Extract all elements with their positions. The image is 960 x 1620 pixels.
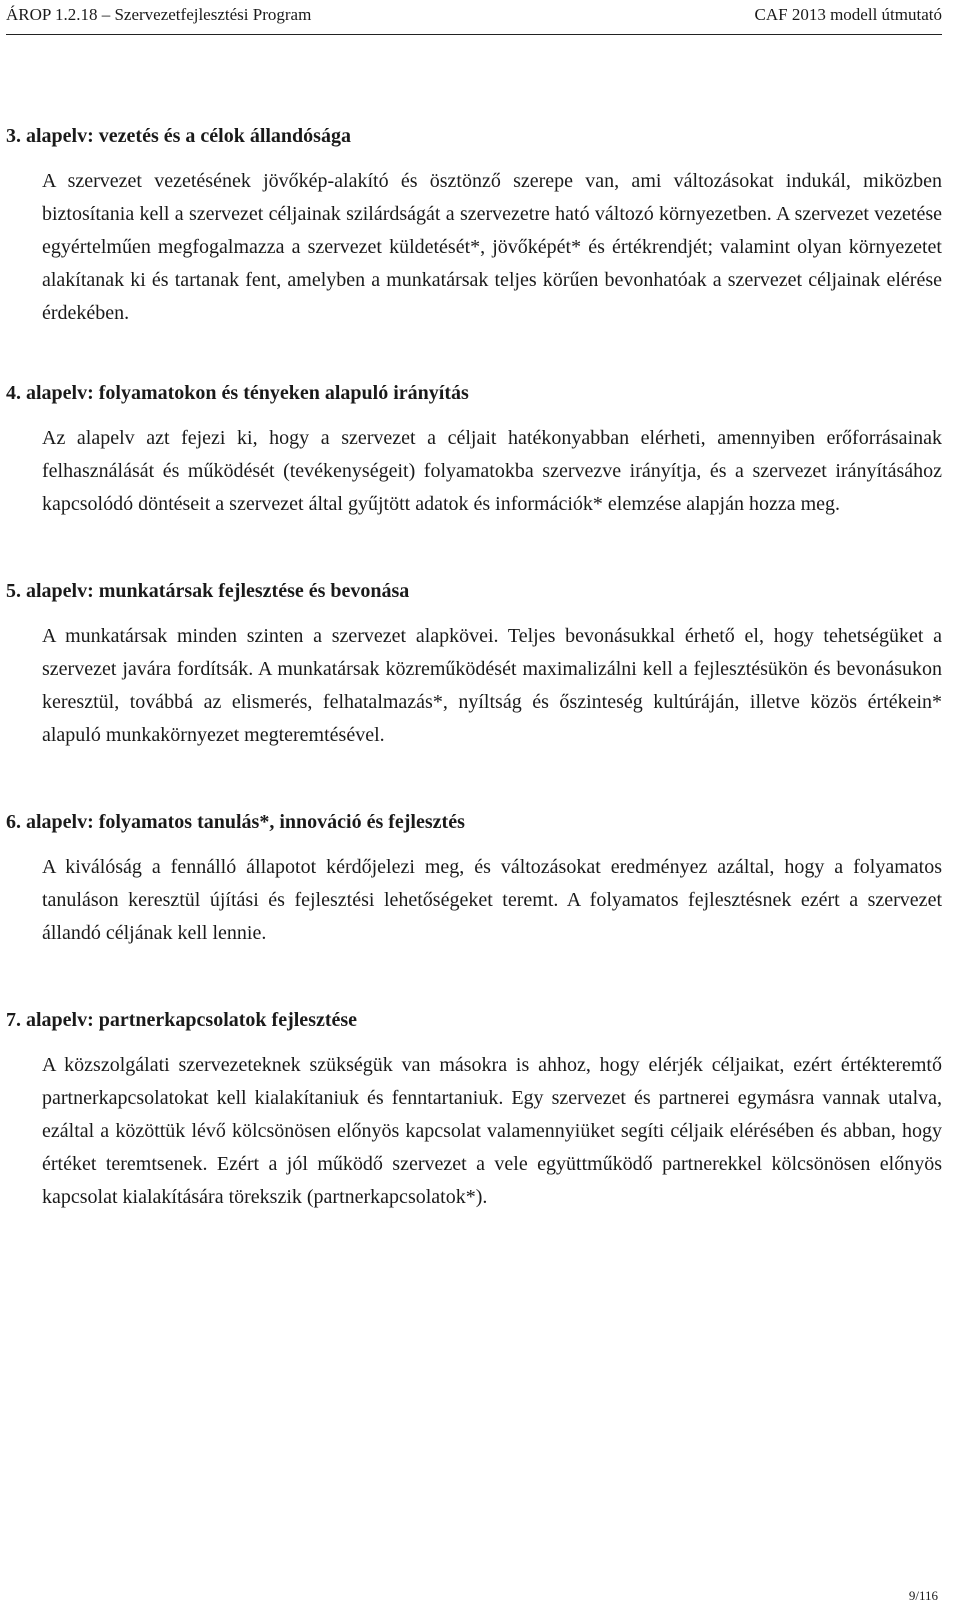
page-header <box>6 0 942 35</box>
principle-6-section <box>6 808 942 950</box>
principle-7-section <box>6 1006 942 1214</box>
principle-3-section <box>6 122 942 330</box>
principle-4-section <box>6 379 942 521</box>
principle-5-section <box>6 577 942 752</box>
principle-4-text: Az alapelv azt fejezi ki, hogy a szervezet a céljait hatékonyabban elérheti, amennyiben erőforrásainak felhasználását és működését (tevékenységeit) folyamatokba szervezve irányítja, és a szervezet irányításához kapcsolódó döntéseit a szervezet által gyűjtött adatok és információk* elemzése alapján hozza meg. <box>42 427 942 515</box>
header-program-title: ÁROP 1.2.18 – Szervezetfejlesztési Program <box>6 5 312 24</box>
principle-6-text: A kiválóság a fennálló állapotot kérdőjelezi meg, és változásokat eredményez azáltal, hogy a folyamatos tanuláson keresztül újítási és fejlesztési lehetőségeket teremt. A folyamatos fejlesztésnek ezért a szervezet állandó céljának kell lennie. <box>42 856 942 944</box>
principle-7-heading: 7. alapelv: partnerkapcsolatok fejlesztése <box>6 1009 358 1031</box>
document-body <box>6 122 942 1214</box>
page-number: 9/116 <box>908 1588 938 1603</box>
principle-6-heading: 6. alapelv: folyamatos tanulás*, innováció és fejlesztés <box>6 811 465 833</box>
principle-3-heading: 3. alapelv: vezetés és a célok állandósága <box>6 125 351 147</box>
principle-7-text: A közszolgálati szervezeteknek szükségük van másokra is ahhoz, hogy elérjék céljaikat, ezért értékteremtő partnerkapcsolatokat kell kialakítaniuk és fenntartaniuk. Egy szervezet és partnerei egymásra vannak utalva, ezáltal a közöttük lévő kölcsönösen előnyös kapcsolat valamennyiüket segíti céljaik elérésében és abban, hogy értéket teremtsenek. Ezért a jól működő szervezet a vele együttműködő partnerekkel kölcsönösen előnyös kapcsolat kialakítására törekszik (partnerkapcsolatok*). <box>42 1054 942 1208</box>
principle-4-heading: 4. alapelv: folyamatokon és tényeken alapuló irányítás <box>6 382 469 404</box>
principle-5-text: A munkatársak minden szinten a szervezet alapkövei. Teljes bevonásukkal érhető el, hogy tehetségüket a szervezet javára fordítsák. A munkatársak közreműködését maximalizálni kell a fejlesztésükön és bevonásukon keresztül, továbbá az elismerés, felhatalmazás*, nyíltság és őszinteség kultúráján, illetve közös értékein* alapuló munkakörnyezet megteremtésével. <box>42 625 942 746</box>
header-document-title: CAF 2013 modell útmutató <box>754 5 942 24</box>
principle-3-text: A szervezet vezetésének jövőkép-alakító és ösztönző szerepe van, ami változásokat indukál, miközben biztosítania kell a szervezet céljainak szilárdságát a szervezetre ható változó környezetben. A szervezet vezetése egyértelműen megfogalmazza a szervezet küldetését*, jövőképét* és értékrendjét; valamint olyan környezetet alakítanak ki és tartanak fent, amelyben a munkatársak teljes körűen bevonhatóak a szervezet céljainak elérése érdekében. <box>42 170 942 324</box>
principle-5-heading: 5. alapelv: munkatársak fejlesztése és bevonása <box>6 580 410 602</box>
